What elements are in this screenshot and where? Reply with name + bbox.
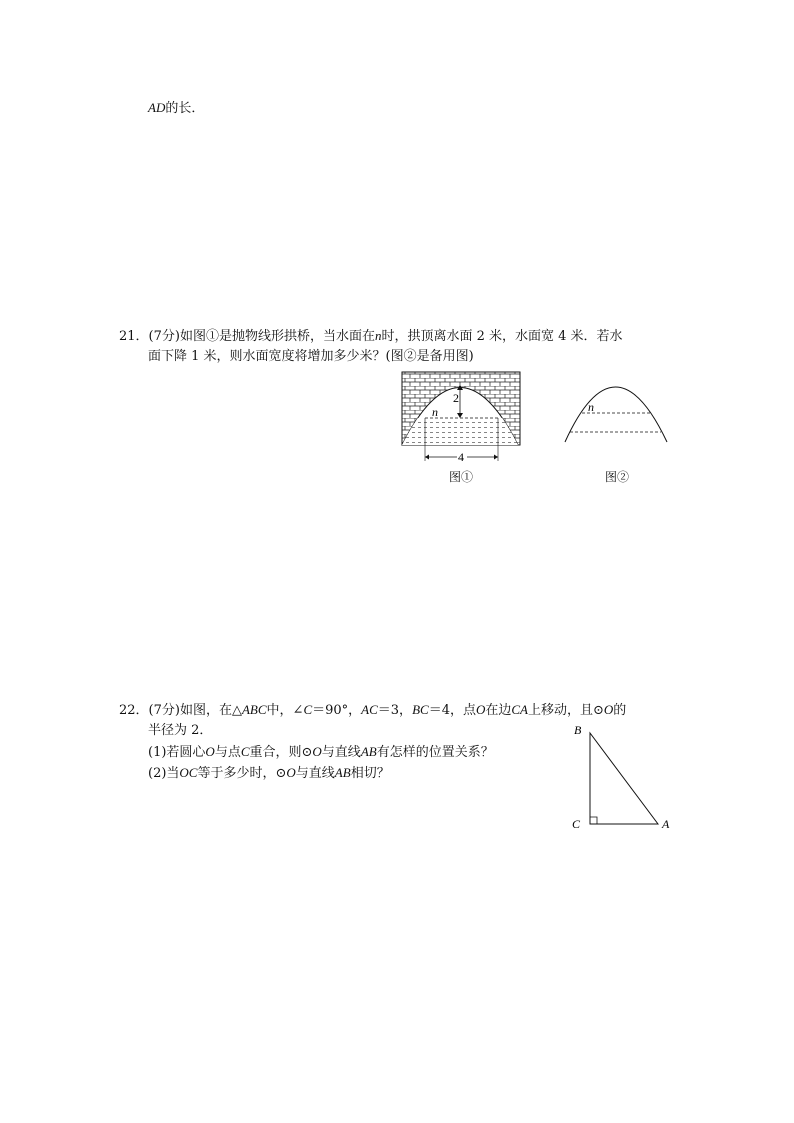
q21-figure-2	[560, 372, 672, 447]
vertex-a-label: A	[662, 817, 670, 831]
vertex-c-label: C	[572, 817, 581, 831]
q21-caption-1: 图①	[449, 470, 474, 484]
t: ABC	[241, 702, 267, 717]
t: 中，∠	[266, 703, 304, 718]
t: 重合，则⊙	[249, 745, 313, 760]
t: 在边	[485, 703, 512, 718]
t: 等于多少时，⊙	[197, 766, 287, 781]
water-label-n: n	[432, 405, 438, 419]
t: AC	[361, 702, 378, 717]
triangle-abc	[590, 733, 658, 824]
q21-var-n: n	[374, 328, 382, 343]
t: 如图，在△	[179, 703, 242, 718]
t: C	[240, 744, 250, 759]
q22-part1	[148, 742, 494, 763]
segment-ad: AD	[148, 100, 166, 115]
q21-text-a: 如图①是抛物线形拱桥，当水面在	[179, 329, 375, 344]
q22-triangle-figure	[568, 720, 678, 835]
q21-figure-1	[400, 370, 525, 465]
q21-text-b: 时，拱顶离水面 2 米，水面宽 4 米．若水	[381, 329, 623, 344]
t: O	[603, 702, 614, 717]
t: AB	[360, 744, 377, 759]
q22-number: 22．	[119, 703, 149, 718]
t: 与直线	[321, 745, 361, 760]
previous-question-tail	[148, 98, 204, 119]
t: BC	[412, 702, 429, 717]
q21-line2: 面下降 1 米，则水面宽度将增加多少米？(图②是备用图)	[148, 349, 474, 364]
q21-caption-2: 图②	[605, 470, 630, 484]
t: ＝90°，	[312, 703, 362, 718]
right-angle-mark	[590, 817, 597, 824]
tail-text: 的长．	[165, 101, 205, 116]
t: 与点	[214, 745, 241, 760]
t: (2)当	[148, 766, 180, 781]
q22-line1	[119, 700, 626, 721]
t: 与直线	[295, 766, 335, 781]
q21-line1	[119, 326, 623, 347]
t: O	[205, 744, 215, 759]
parabola-curve	[565, 387, 667, 442]
q22-part2	[148, 763, 390, 784]
t: AB	[334, 765, 351, 780]
t: 上移动，且⊙	[528, 703, 604, 718]
water-label-n: n	[588, 400, 594, 414]
t: (1)若圆心	[148, 745, 206, 760]
t: 有怎样的位置关系？	[376, 745, 494, 760]
t: OC	[179, 765, 198, 780]
t: 相切？	[350, 766, 390, 781]
q22-line2: 半径为 2．	[148, 723, 213, 738]
vertex-b-label: B	[574, 723, 582, 737]
t: C	[303, 702, 313, 717]
q21-score: (7分)	[148, 329, 180, 344]
t: CA	[511, 702, 528, 717]
t: O	[286, 765, 296, 780]
t: O	[312, 744, 322, 759]
t: O	[475, 702, 486, 717]
q21-number: 21．	[119, 329, 149, 344]
water-body	[402, 418, 520, 445]
height-label: 2	[453, 391, 459, 405]
t: ＝3，	[377, 703, 413, 718]
width-label: 4	[458, 450, 464, 464]
q22-score: (7分)	[148, 703, 180, 718]
t: ＝4，点	[428, 703, 476, 718]
t: 的	[613, 703, 627, 718]
